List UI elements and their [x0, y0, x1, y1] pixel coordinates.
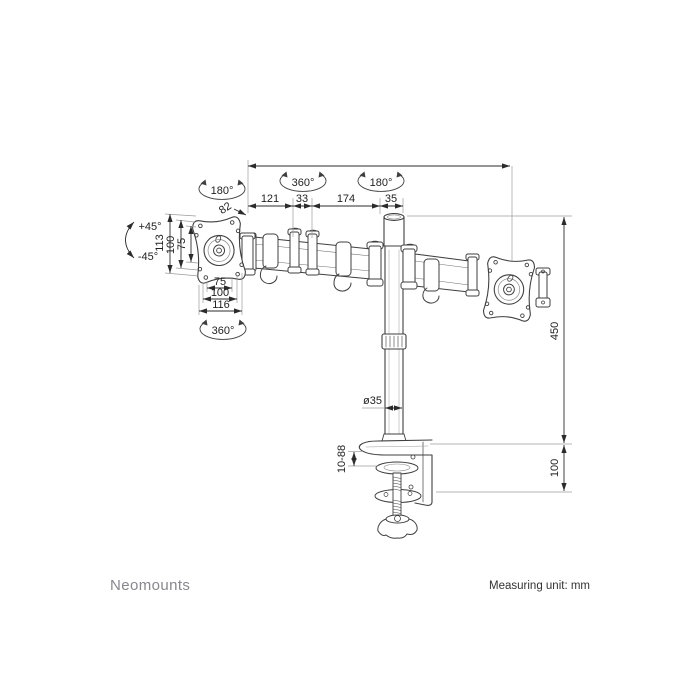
monitor-mount-illustration: [192, 214, 550, 539]
clamp-upper-jaw: [376, 462, 418, 474]
right-rail-adapter: [536, 268, 550, 307]
dim-174-label: 174: [336, 193, 356, 205]
right-tilt-bracket: [466, 254, 479, 296]
dim-121-label: 121: [260, 193, 280, 205]
clamp-knob: [378, 515, 417, 538]
dim-1088-label: 10-88: [336, 444, 348, 474]
dim-75h-label: 75: [213, 276, 227, 288]
dimension-annotations: [126, 160, 573, 492]
right-arm-beam: [415, 254, 469, 292]
dim-100h-label: 100: [210, 287, 230, 299]
swivel-360-label: 360°: [291, 177, 315, 189]
footer: [110, 577, 590, 594]
dim-113-label: 113: [154, 234, 166, 252]
pole-collar-ring: [382, 334, 406, 349]
clamp-screw-rod: [393, 473, 401, 520]
dim-100v-label: 100: [165, 235, 177, 255]
tilt-down-label: -45°: [137, 251, 159, 263]
pan-180-right-label: 180°: [369, 177, 393, 189]
measuring-unit-note: Measuring unit: mm: [489, 580, 590, 592]
dim-33-label: 33: [295, 193, 309, 205]
cable-clip-right: [423, 259, 439, 303]
left-vesa-plate: [192, 216, 246, 283]
cable-clip-left: [260, 234, 278, 284]
dim-o35-label: ø35: [363, 395, 382, 407]
desk-clamp: [359, 434, 432, 538]
right-vesa-plate: [483, 256, 535, 321]
pan-180-left-label: 180°: [210, 185, 234, 197]
tilt-up-label: +45°: [138, 221, 162, 233]
pole-top-cap: [384, 214, 404, 246]
brand-logo: Neomounts: [110, 577, 191, 594]
dim-82-label: 82: [216, 200, 234, 217]
dim-35-label: 35: [384, 193, 398, 205]
tilt-range-arc: [126, 222, 135, 258]
dim-75v-label: 75: [176, 237, 188, 251]
dim-100r-label: 100: [549, 458, 561, 478]
vesa-360-label: 360°: [211, 325, 235, 337]
dim-116-label: 116: [212, 299, 230, 311]
dim-82-leader: [234, 209, 246, 215]
dim-450-label: 450: [549, 321, 561, 341]
cable-clip-mid: [334, 242, 351, 291]
